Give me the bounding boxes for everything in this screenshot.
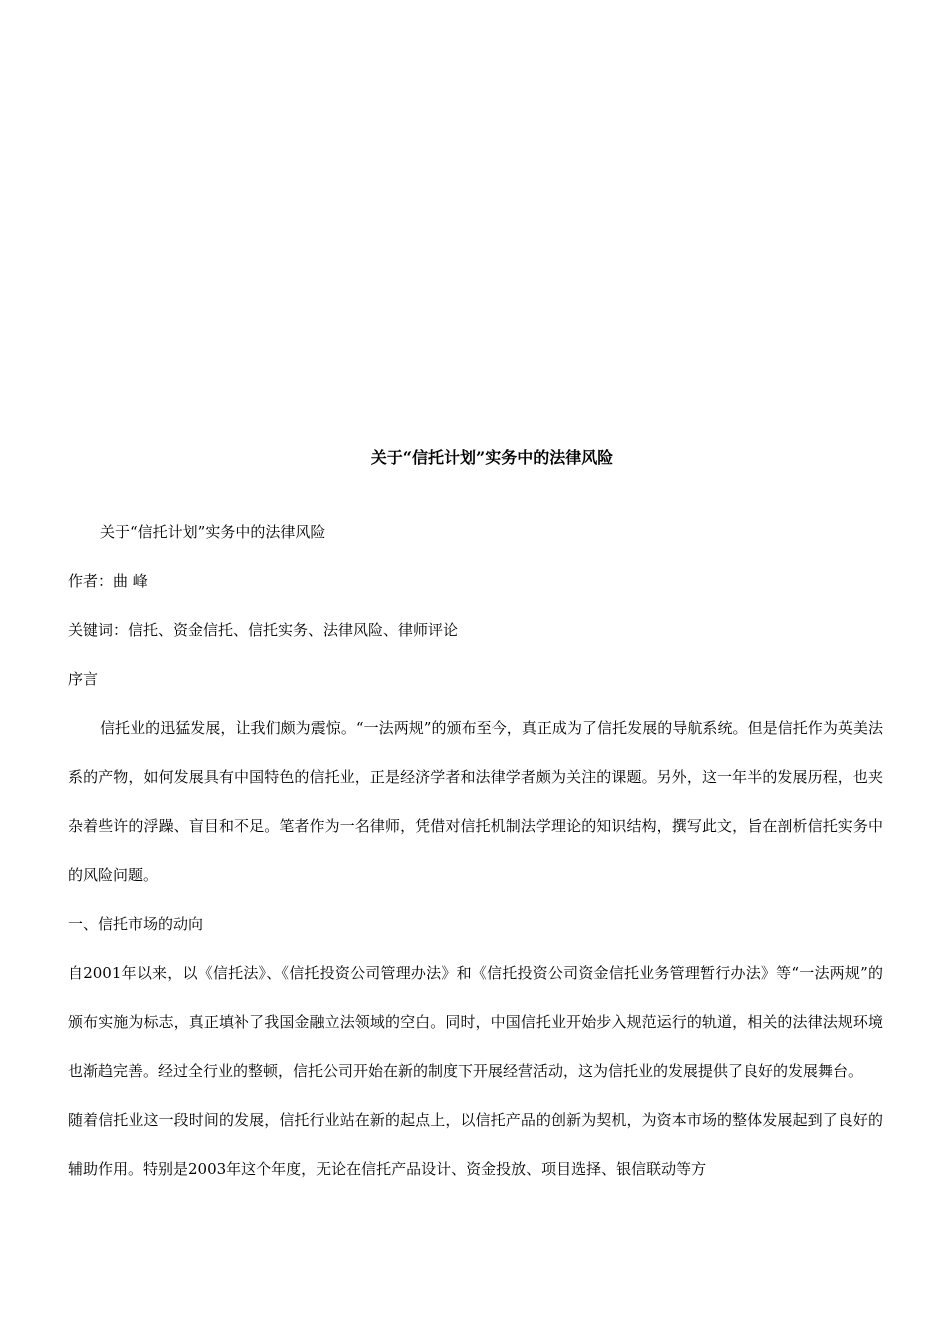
section1-heading: 一、信托市场的动向 [68,915,204,933]
section1-paragraph1: 自2001年以来，以《信托法》、《信托投资公司管理办法》和《信托投资公司资金信托业务管理暂行办法》等“一法两规”的颁布实施为标志，真正填补了我国金融立法领域的空白。同时，中国信托业开始步入规范运行的轨道，相关的法律法规环境也渐趋完善。经过全行业的整顿，信托公司开始在新的制度下开展经营活动，这为信托业的发展提供了良好的发展舞台。 [68,964,883,1080]
section1-paragraph2: 随着信托业这一段时间的发展，信托行业站在新的起点上，以信托产品的创新为契机，为资本市场的整体发展起到了良好的辅助作用。特别是2003年这个年度，无论在信托产品设计、资金投放、项目选择、银信联动等方 [68,1111,883,1178]
document-body [68,508,883,1194]
author-line: 作者：曲 峰 [68,572,148,590]
document-subtitle: 关于“信托计划”实务中的法律风险 [100,523,326,541]
keywords-line: 关键词：信托、资金信托、信托实务、法律风险、律师评论 [68,621,459,639]
preface-paragraph: 信托业的迅猛发展，让我们颇为震惊。“一法两规”的颁布至今，真正成为了信托发展的导航系统。但是信托作为英美法系的产物，如何发展具有中国特色的信托业，正是经济学者和法律学者颇为关注的课题。另外，这一年半的发展历程，也夹杂着些许的浮躁、盲目和不足。笔者作为一名律师，凭借对信托机制法学理论的知识结构，撰写此文，旨在剖析信托实务中的风险问题。 [68,719,883,884]
document-title: 关于“信托计划”实务中的法律风险 [370,448,614,467]
preface-heading: 序言 [68,670,99,688]
